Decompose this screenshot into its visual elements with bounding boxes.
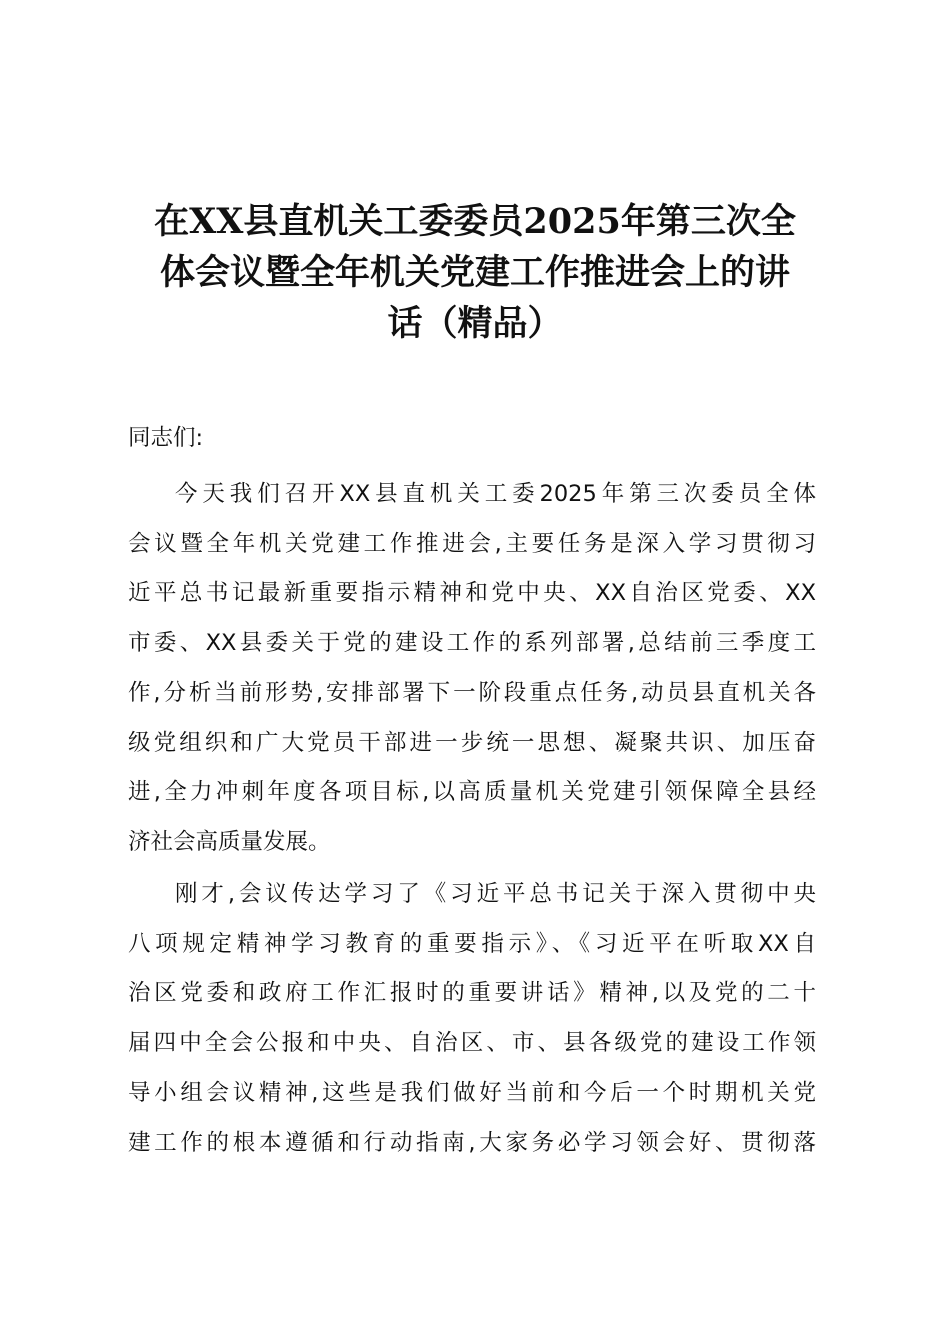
text-line: 近平总书记最新重要指示精神和党中央、XX自治区党委、XX <box>128 580 816 607</box>
paragraph-2 <box>128 870 816 1168</box>
text-line: 济社会高质量发展。 <box>128 828 331 855</box>
greeting: 同志们: <box>128 425 204 451</box>
text-line: 进,全力冲刺年度各项目标,以高质量机关党建引领保障全县经 <box>128 779 816 806</box>
text-line: 治区党委和政府工作汇报时的重要讲话》精神,以及党的二十 <box>128 980 816 1007</box>
text-line: 建工作的根本遵循和行动指南,大家务必学习领会好、贯彻落 <box>128 1129 816 1156</box>
text-line: 级党组织和广大党员干部进一步统一思想、凝聚共识、加压奋 <box>128 729 816 756</box>
text-line: 刚才,会议传达学习了《习近平总书记关于深入贯彻中央 <box>175 881 816 907</box>
text-line: 今天我们召开XX县直机关工委2025年第三次委员全体 <box>175 481 816 507</box>
text-line: 导小组会议精神,这些是我们做好当前和今后一个时期机关党 <box>128 1079 816 1106</box>
text-line: 届四中全会公报和中央、自治区、市、县各级党的建设工作领 <box>128 1030 816 1057</box>
title-line: 在XX县直机关工委委员2025年第三次全 <box>154 201 796 242</box>
title-line: 体会议暨全年机关党建工作推进会上的讲 <box>159 252 790 293</box>
paragraph-1 <box>128 470 816 868</box>
document-title <box>120 196 830 349</box>
title-line: 话（精品） <box>387 303 563 344</box>
text-line: 作,分析当前形势,安排部署下一阶段重点任务,动员县直机关各 <box>128 679 816 706</box>
text-line: 会议暨全年机关党建工作推进会,主要任务是深入学习贯彻习 <box>128 530 816 557</box>
text-line: 八项规定精神学习教育的重要指示》、《习近平在听取XX自 <box>128 930 816 957</box>
text-line: 市委、XX县委关于党的建设工作的系列部署,总结前三季度工 <box>128 630 816 657</box>
